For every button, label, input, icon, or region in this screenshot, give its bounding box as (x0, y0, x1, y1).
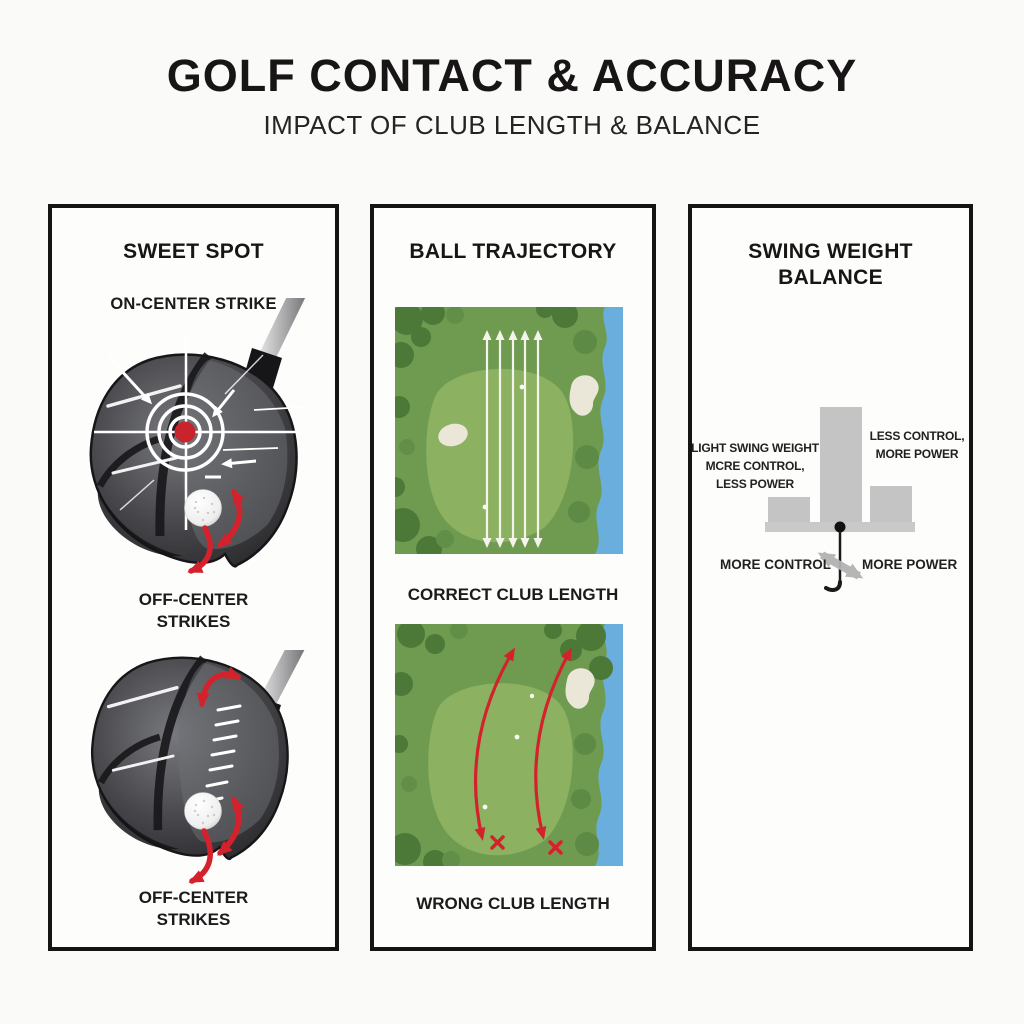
driver-club-head (92, 658, 287, 859)
wrong-club-length-label: WRONG CLUB LENGTH (416, 894, 610, 913)
panel-swing-weight (688, 204, 973, 951)
panel-ball-trajectory (370, 204, 656, 951)
balance-bars (768, 407, 912, 522)
note-line: LIGHT SWING WEIGHT (691, 441, 819, 455)
panel-sweet-spot (48, 204, 339, 951)
note-line: LESS CONTROL, (869, 429, 965, 443)
swing-weight-heading: SWING WEIGHT BALANCE (748, 240, 913, 290)
course-map-correct-illustration (395, 307, 623, 554)
golf-ball-icon (185, 793, 222, 830)
more-control-label: MORE CONTROL (720, 557, 831, 572)
on-center-driver-illustration (58, 298, 334, 588)
on-center-strike-label: ON-CENTER STRIKE (110, 295, 277, 313)
off-center-strikes-label-2: OFF-CENTER STRIKES (138, 888, 249, 929)
page-title: GOLF CONTACT & ACCURACY (166, 50, 858, 101)
more-power-label: MORE POWER (862, 557, 958, 572)
golf-ball-icon (185, 490, 222, 527)
ball-trajectory-heading: BALL TRAJECTORY (409, 240, 617, 263)
page-subtitle: IMPACT OF CLUB LENGTH & BALANCE (263, 110, 761, 140)
off-center-strikes-label-1: OFF-CENTER STRIKES (138, 590, 249, 631)
note-line: MCRE CONTROL, (705, 459, 805, 473)
correct-club-length-label: CORRECT CLUB LENGTH (407, 585, 619, 604)
note-line: LESS POWER (715, 477, 794, 491)
sweet-spot-heading: SWEET SPOT (123, 240, 264, 263)
fairway (428, 683, 573, 855)
course-map-wrong-illustration (395, 624, 623, 866)
driver-club-head (91, 355, 297, 567)
note-line: MORE POWER (875, 447, 959, 461)
sweet-spot-center (175, 422, 196, 443)
